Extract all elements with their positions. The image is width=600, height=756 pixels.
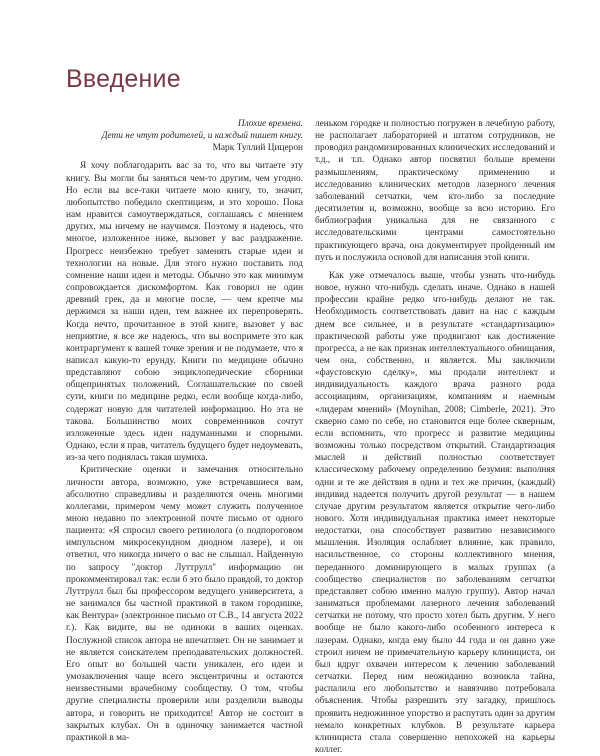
body-paragraph-continued: леньком городке и полностью погружен в лечебную работу, не располагает лабораторией и штатом сотрудников, не проводил рандомизированных клинических исследований и т.д., и т.п. Однако автор посвятил больше времени размышлениям, практическому применению и исследованию клинических методов лазерного лечения заболеваний сетчатки, чем кто-либо за последние десятилетия и, возможно, вообще за всю историю. Его библиография уникальна для не связанного с исследовательскими центрами самостоятельно практикующего врача, она документирует пройденный им путь и послужила основой для написания этой книги. bbox=[315, 119, 555, 263]
epigraph bbox=[66, 118, 303, 154]
left-column bbox=[66, 118, 303, 744]
body-paragraph: Критические оценки и замечания относительно личности автора, возможно, уже встречавшиеся вам, абсолютно справедливы и разделяются очень многими коллегами, примером чему может служить полученное мною недавно по электронной почте письмо от одного пациента: «Я спросил своего ретинолога (о подпороговом импульсном микросекундном диодном лазере), и он ответил, что никогда ничего о вас не слышал. Найденную по запросу "доктор Луттрулл" информацию он прокомментировал так: если б это было правдой, то доктор Луттрулл был бы профессором ведущего университета, а не занимался бы частной практикой в таком городишке, как Вентура» (электронное письмо от С.В., 14 августа 2022 г.). Как видите, вы не одиноки в ваших оценках. Послужной список автора не впечатляет. Он не занимает и не является соискателем преподавательских должностей. Его опыт во большей части уникален, его идеи и умозаключения чаще всего эксцентричны и остаются неизвестными врачебному сообществу. О том, чтобы другие специалисты проверили или разделили выводы автора, и говорить не приходится! Автор не состоит в закрытых клубах. Он в одиночку занимается частной практикой в ма- bbox=[66, 465, 303, 743]
body-paragraph: Как уже отмечалось выше, чтобы узнать что-нибудь новое, нужно что-нибудь сделать иначе. Однако в нашей профессии крайне редко что-нибудь делают не так. Необходимость соответствовать давит на нас с каждым днем все сильнее, и в результате «стандартизацию» практической работы уже продвигают как достижение прогресса, а не как признак интеллектуального обнищания, чем она, собственно, и является. Мы заключили «фаустовскую сделку», мы продали интеллект и индивидуальность каждого врача разного рода ассоциациям, организациям, компаниям и наемным «лидерам мнений» (Moynihan, 2008; Cimberle, 2021). Это скверно само по себе, но становится еще более скверным, если вспомнить, что прогресс и развитие медицины возможны только посредством открытий. Стандартизация мыслей и действий полностью соответствует классическому рабочему определению безумия: выполняя одни и те же действия в одни и тех же причин, (каждый) индивид надеется получить другой результат — в нашем случае другим результатом является открытие чего-либо нового. Хотя индивидуальная практика имеет некоторые недостатки, она способствует развитию независимого мышления. Изоляция ослабляет влияние, как правило, насильственное, со стороны коллективного мнения, переданного доминирующего в малых группах (а сообщество специалистов по заболеваниям сетчатки представляет собою именно малую группу). Автор начал заниматься проблемами лазерного лечения заболеваний сетчатки не потому, что просто хотел быть другим. У него вообще не было какого-либо особенного интереса к лазерам. Однако, когда ему было 44 года и он давно уже строил ничем не примечательную карьеру клинициста, он был вдруг охвачен интересом к лечению заболеваний сетчатки. Перед ним неожиданно возникла тайна, распалила его любопытство и навязчиво потребовала объяснения. Чтобы разрешить эту загадку, пришлось проявить недюжинное упорство и распутать один за другим немало конкретных клубков. В результате карьера клинициста стала совершенно непохожей на карьеры коллег. bbox=[315, 270, 555, 755]
epigraph-line-2: Дети не чтут родителей, и каждый пишет книгу. bbox=[101, 131, 303, 142]
epigraph-author: Марк Туллий Цицерон bbox=[212, 143, 303, 154]
right-column bbox=[315, 118, 555, 756]
epigraph-line-1: Плохие времена. bbox=[237, 119, 303, 129]
body-paragraph: Я хочу поблагодарить вас за то, что вы читаете эту книгу. Вы могли бы заняться чем-то другим, чем угодно. Но если вы все-таки читаете мою книгу, то, значит, любопытство победило скептицизм, и это хорошо. Пока нам нравится самоутверждаться, соглашаясь с мнением других, мы ничему не научимся. Поэтому я надеюсь, что многое, изложенное ниже, вызовет у вас раздражение. Прогресс неизбежно требует заменять старые идеи и технологии на новые. Для этого нужно поставить под сомнение наши идеи и методы. Обычно это как минимум сопровождается дискомфортом. Как говорил не один древний грек, да и многие после, — чем крепче мы держимся за наши идеи, тем важнее их перепроверять. Когда нечто, прочитанное в этой книге, вызовет у вас неприятие, я все же надеюсь, что вы воспримете это как контраргумент к вашей точке зрения и не подумаете, что я написал какую-то ерунду. Книги по медицине обычно представляют собою энциклопедические сборники общепринятых положений. Соглашательские по своей сути, книги по медицине редко, если вообще когда-либо, содержат новую для читателей информацию. Но эта не такова. Большинство моих современников сочтут изложенные здесь идеи надуманными и спорными. Однако, если я прав, читатель будущего будет недоумевать, из-за чего поднялась такая шумиха. bbox=[66, 161, 303, 464]
page-title: Введение bbox=[66, 65, 181, 93]
